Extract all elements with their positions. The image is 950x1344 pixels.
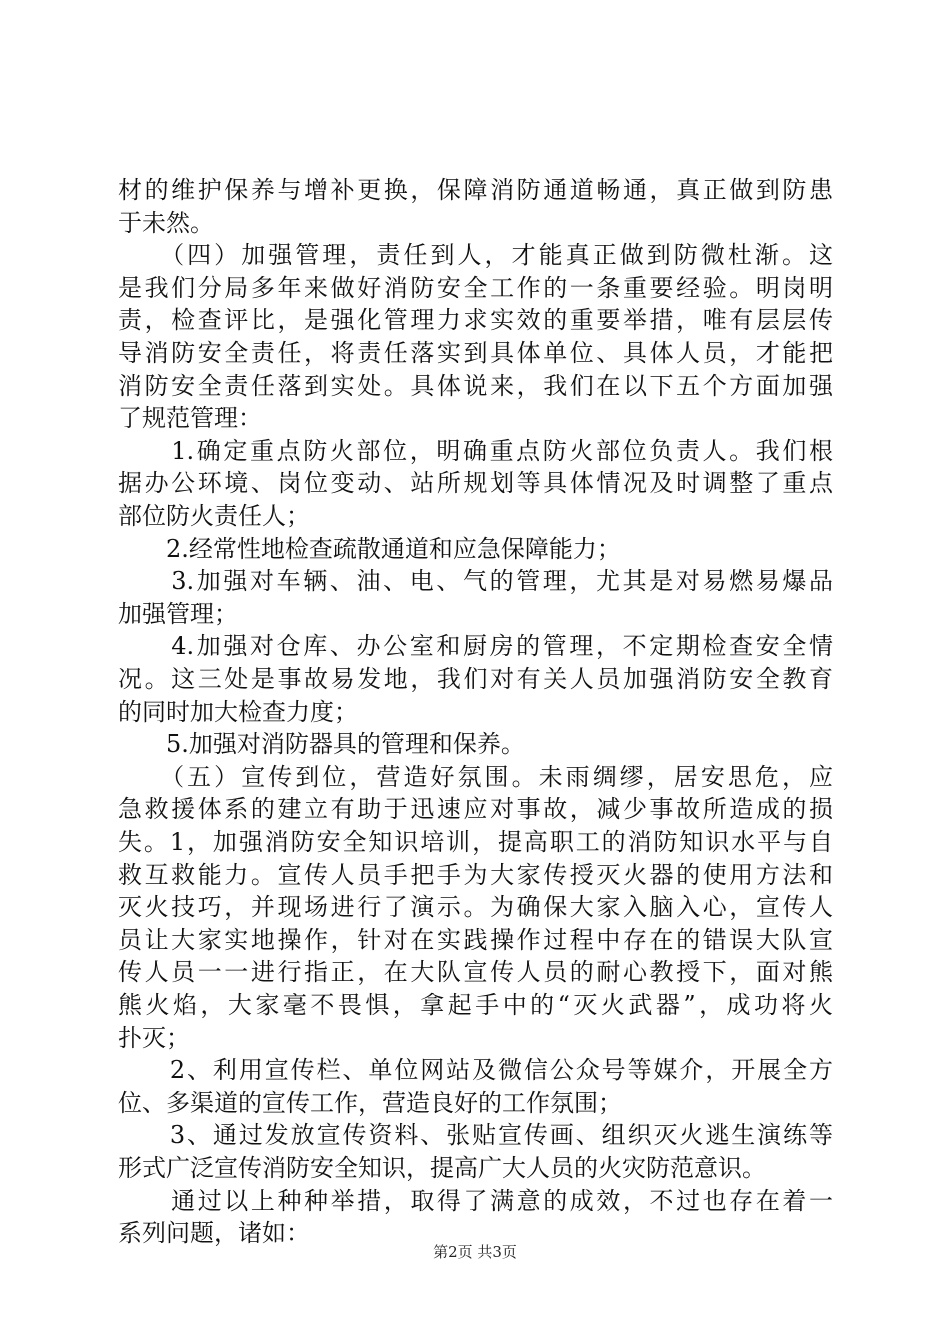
text-line: 形式广泛宣传消防安全知识，提高广大人员的火灾防范意识。 <box>118 1154 766 1182</box>
text-line: 通过以上种种举措，取得了满意的成效，不过也存在着一 <box>118 1186 833 1215</box>
text-line: 的同时加大检查力度； <box>118 697 358 726</box>
text-line: 况。这三处是事故易发地，我们对有关人员加强消防安全教育 <box>118 665 833 693</box>
text-line: 急救援体系的建立有助于迅速应对事故，减少事故所造成的损 <box>118 795 833 824</box>
text-line: （四）加强管理，责任到人，才能真正做到防微杜渐。这 <box>118 241 833 270</box>
text-line: 是我们分局多年来做好消防安全工作的一条重要经验。明岗明 <box>118 273 833 302</box>
text-line: 系列问题，诸如： <box>118 1219 310 1248</box>
text-line: 救互救能力。宣传人员手把手为大家传授灭火器的使用方法和 <box>118 860 833 889</box>
text-line: 2.经常性地检查疏散通道和应急保障能力； <box>118 534 621 563</box>
text-line: （五）宣传到位，营造好氛围。未雨绸缪，居安思危，应 <box>118 762 833 791</box>
text-line: 加强管理； <box>118 599 238 628</box>
text-line: 灭火技巧，并现场进行了演示。为确保大家入脑入心，宣传人 <box>118 893 833 922</box>
text-line: 于未然。 <box>118 208 214 237</box>
text-line: 4.加强对仓库、办公室和厨房的管理，不定期检查安全情 <box>118 632 833 661</box>
text-line: 材的维护保养与增补更换，保障消防通道畅通，真正做到防患 <box>118 176 833 204</box>
text-line: 责，检查评比，是强化管理力求实效的重要举措，唯有层层传 <box>118 306 833 335</box>
text-line: 部位防火责任人； <box>118 502 310 530</box>
text-line: 2、利用宣传栏、单位网站及微信公众号等媒介，开展全方 <box>118 1056 833 1085</box>
text-line: 位、多渠道的宣传工作，营造良好的工作氛围； <box>118 1088 622 1117</box>
text-line: 熊火焰，大家毫不畏惧，拿起手中的“灭火武器”，成功将火 <box>118 991 833 1019</box>
text-line: 消防安全责任落到实处。具体说来，我们在以下五个方面加强 <box>118 371 833 400</box>
page-footer: 第2页 共3页 <box>433 1243 517 1261</box>
text-line: 了规范管理： <box>118 404 262 433</box>
text-line: 员让大家实地操作，针对在实践操作过程中存在的错误大队宣 <box>118 925 833 954</box>
text-line: 失。1，加强消防安全知识培训，提高职工的消防知识水平与自 <box>118 828 833 856</box>
text-line: 3、通过发放宣传资料、张贴宣传画、组织灭火逃生演练等 <box>118 1121 833 1150</box>
text-line: 导消防安全责任，将责任落实到具体单位、具体人员，才能把 <box>118 339 833 367</box>
text-line: 3.加强对车辆、油、电、气的管理，尤其是对易燃易爆品 <box>118 567 833 596</box>
text-line: 1.确定重点防火部位，明确重点防火部位负责人。我们根 <box>118 436 833 465</box>
text-line: 5.加强对消防器具的管理和保养。 <box>118 730 525 759</box>
text-line: 据办公环境、岗位变动、站所规划等具体情况及时调整了重点 <box>118 469 833 498</box>
text-line: 传人员一一进行指正，在大队宣传人员的耐心教授下，面对熊 <box>118 958 833 987</box>
text-line: 扑灭； <box>118 1023 190 1052</box>
